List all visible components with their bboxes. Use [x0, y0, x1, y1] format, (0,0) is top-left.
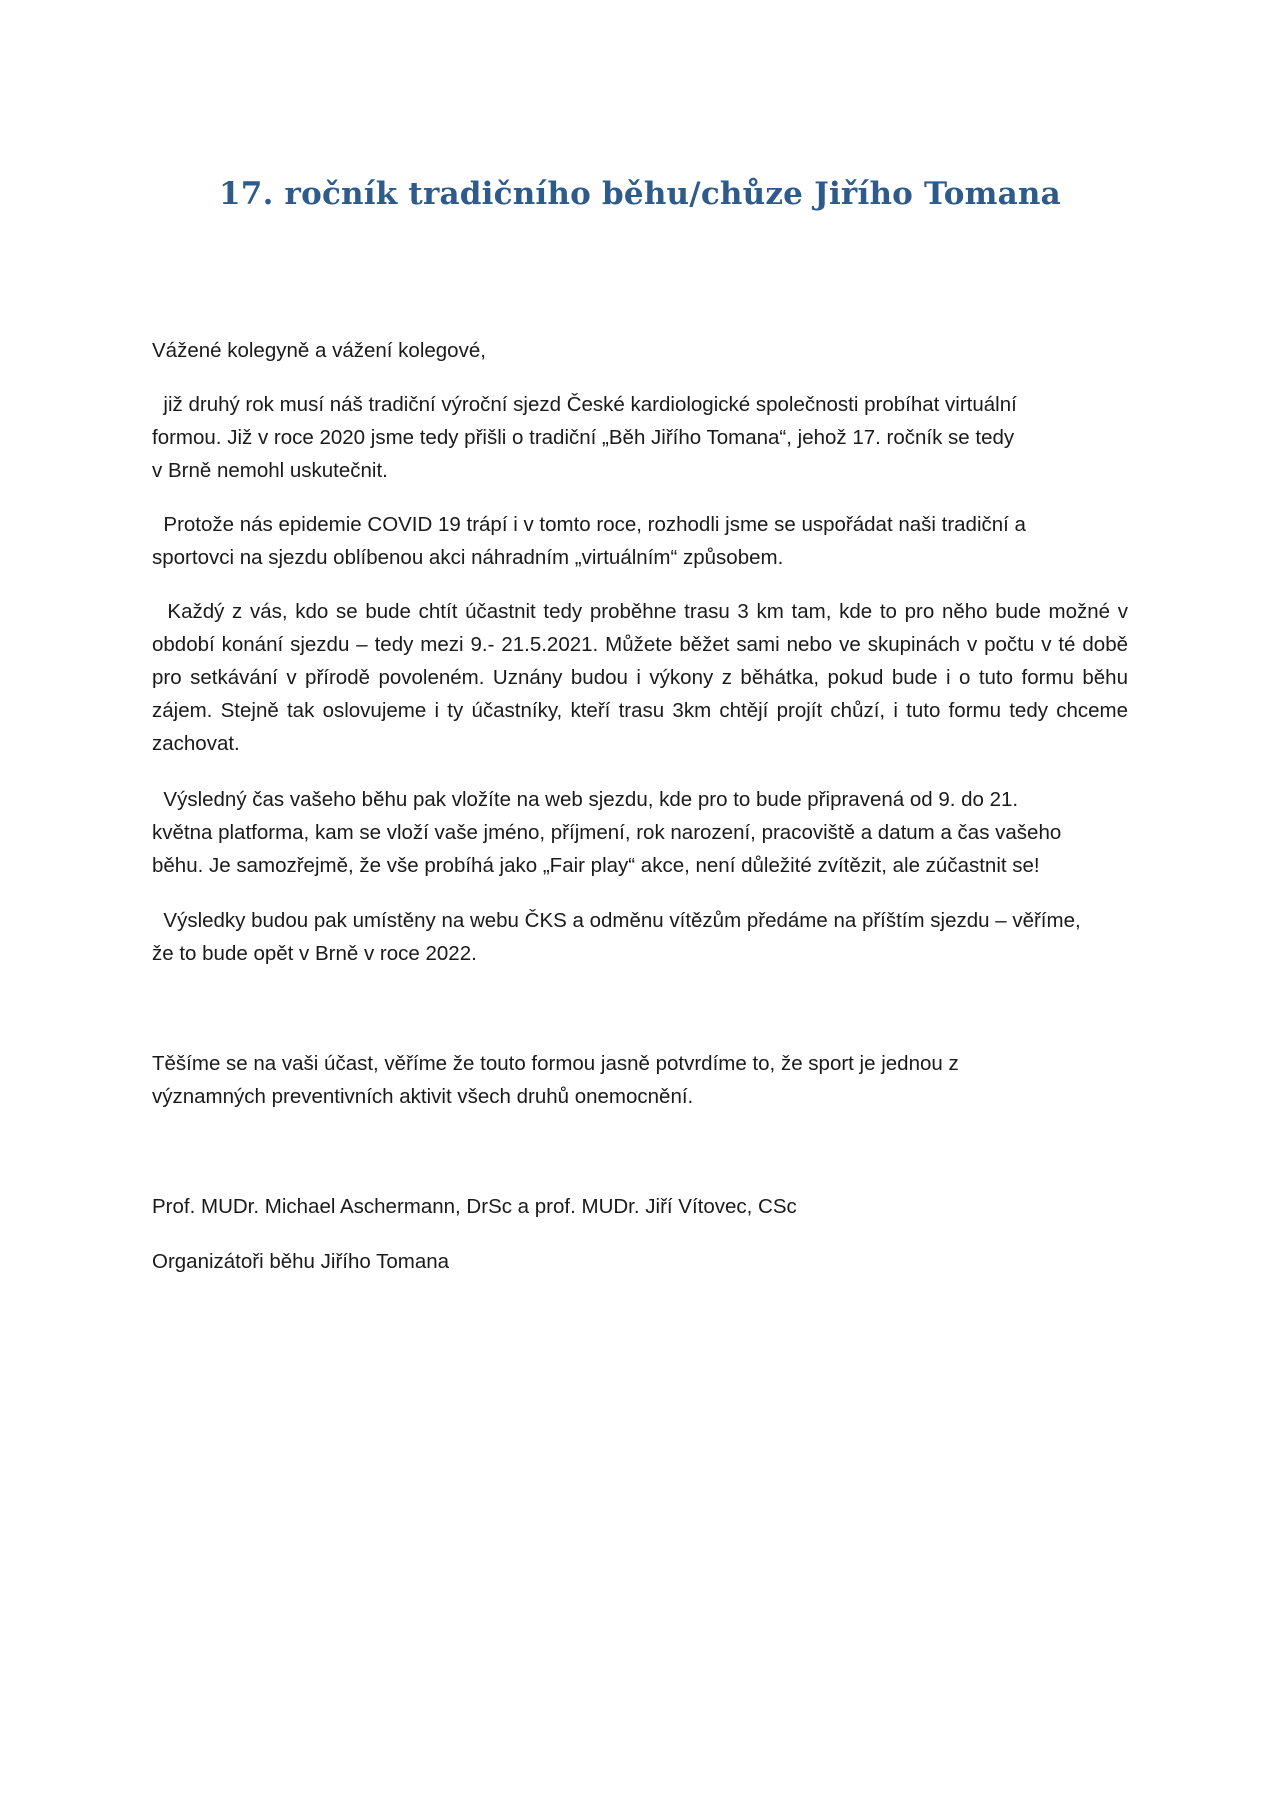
closing-line-2: významných preventivních aktivit všech druhů onemocnění.: [152, 1085, 694, 1108]
paragraph-2-line-2: sportovci na sjezdu oblíbenou akci náhradním „virtuálním“ způsobem.: [152, 546, 784, 569]
page-title: 17. ročník tradičního běhu/chůze Jiřího Tomana: [219, 176, 1061, 212]
paragraph-4: [152, 783, 1128, 882]
paragraph-1: [152, 388, 1128, 487]
paragraph-2: [152, 508, 1128, 574]
paragraph-4-line-3: běhu. Je samozřejmě, že vše probíhá jako „Fair play“ akce, není důležité zvítězit, ale zúčastnit se!: [152, 854, 1040, 877]
paragraph-3: [152, 595, 1128, 760]
organizers: Organizátoři běhu Jiřího Tomana: [152, 1250, 450, 1273]
paragraph-5-line-2: že to bude opět v Brně v roce 2022.: [152, 942, 477, 965]
closing-line-1: Těšíme se na vaši účast, věříme že touto formou jasně potvrdíme to, že sport je jednou z: [152, 1052, 959, 1075]
paragraph-1-line-3: v Brně nemohl uskutečnit.: [152, 459, 388, 482]
paragraph-3-text: Každý z vás, kdo se bude chtít účastnit tedy proběhne trasu 3 km tam, kde to pro něho bude možné v období konání sjezdu – tedy mezi 9.- 21.5.2021. Můžete běžet sami nebo ve skupinách v počtu v té době pro setkávání v přírodě povoleném. Uznány budou i výkony z běhátka, pokud bude i o tuto formu běhu zájem. Stejně tak oslovujeme i ty účastníky, kteří trasu 3km chtějí projít chůzí, i tuto formu tedy chceme zachovat.: [152, 600, 1128, 755]
paragraph-5-line-1: Výsledky budou pak umístěny na webu ČKS a odměnu vítězům předáme na příštím sjezdu – věříme,: [163, 909, 1081, 932]
paragraph-5: [152, 904, 1128, 970]
paragraph-4-line-2: května platforma, kam se vloží vaše jméno, příjmení, rok narození, pracoviště a datum a čas vašeho: [152, 821, 1062, 844]
paragraph-2-line-1: Protože nás epidemie COVID 19 trápí i v tomto roce, rozhodli jsme se uspořádat naši tradiční a: [163, 513, 1026, 536]
paragraph-4-line-1: Výsledný čas vašeho běhu pak vložíte na web sjezdu, kde pro to bude připravená od 9. do 21.: [163, 788, 1019, 811]
signature: Prof. MUDr. Michael Aschermann, DrSc a prof. MUDr. Jiří Vítovec, CSc: [152, 1195, 797, 1218]
paragraph-1-line-1: již druhý rok musí náš tradiční výroční sjezd České kardiologické společnosti probíhat virtuální: [163, 393, 1017, 416]
paragraph-1-line-2: formou. Již v roce 2020 jsme tedy přišli o tradiční „Běh Jiřího Tomana“, jehož 17. ročník se tedy: [152, 426, 1015, 449]
closing-paragraph: [152, 1047, 1128, 1113]
greeting: Vážené kolegyně a vážení kolegové,: [152, 339, 486, 362]
